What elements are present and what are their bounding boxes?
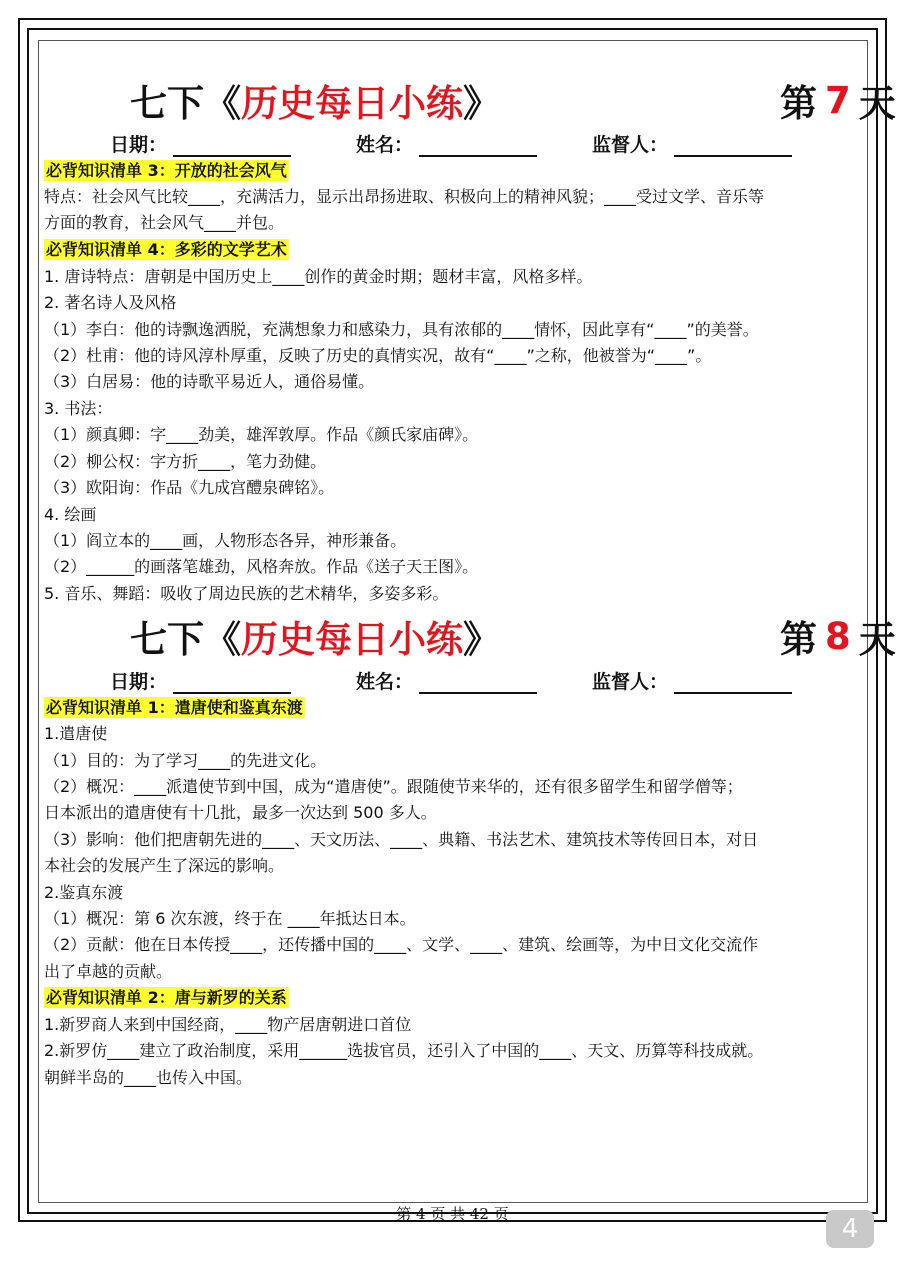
- title-prefix: 七下《: [130, 82, 241, 125]
- text-line: 1.遣唐使: [44, 724, 108, 743]
- text-line: （2）概况：____派遣使节到中国，成为“遣唐使”。跟随使节来华的，还有很多留学生和留学僧等；: [44, 777, 743, 796]
- heading-text: 必背知识清单 4：多彩的文学艺术: [46, 240, 287, 259]
- text-line: 2.鉴真东渡: [44, 883, 124, 902]
- heading-text: 必背知识清单 3：开放的社会风气: [46, 161, 287, 180]
- knowledge-heading: [44, 987, 289, 1009]
- date-field: [110, 130, 291, 157]
- text-line: （3）欧阳询：作品《九成宫醴泉碑铭》。: [44, 478, 335, 497]
- title-name: 历史每日小练: [241, 82, 463, 125]
- text-line: 出了卓越的贡献。: [44, 962, 173, 981]
- date-field: [110, 667, 291, 694]
- date-blank[interactable]: [173, 135, 291, 157]
- text-line: 本社会的发展产生了深远的影响。: [44, 856, 285, 875]
- text-line: 5. 音乐、舞蹈：吸收了周边民族的艺术精华，多姿多彩。: [44, 584, 449, 603]
- text-line: （1）目的：为了学习____的先进文化。: [44, 751, 327, 770]
- text-line: （2）杜甫：他的诗风淳朴厚重，反映了历史的真情实况，故有“____”之称，他被誉为“____”。: [44, 346, 712, 365]
- knowledge-heading: [44, 697, 305, 719]
- supervisor-blank[interactable]: [674, 672, 792, 694]
- name-field: [356, 667, 537, 694]
- name-field: [356, 130, 537, 157]
- heading-text: 必背知识清单 1：遣唐使和鉴真东渡: [46, 698, 303, 717]
- name-label: 姓名：: [356, 134, 414, 156]
- knowledge-heading: [44, 239, 289, 261]
- text-line: （3）白居易：他的诗歌平易近人，通俗易懂。: [44, 372, 375, 391]
- name-blank[interactable]: [419, 135, 537, 157]
- day-number: 8: [825, 614, 851, 658]
- page-badge: 4: [826, 1210, 874, 1248]
- day-suffix: 天: [858, 82, 896, 125]
- day-prefix: 第: [780, 618, 817, 661]
- day7-title: [130, 72, 896, 128]
- supervisor-field: [592, 130, 792, 157]
- date-label: 日期：: [110, 671, 168, 693]
- text-line: 4. 绘画: [44, 505, 97, 524]
- day-suffix: 天: [858, 618, 896, 661]
- page-footer: 第 4 页 共 42 页: [396, 1205, 509, 1223]
- day7-fields: [110, 130, 810, 160]
- supervisor-blank[interactable]: [674, 135, 792, 157]
- title-suffix: 》: [463, 618, 500, 661]
- date-label: 日期：: [110, 134, 168, 156]
- supervisor-field: [592, 667, 792, 694]
- day8-title: [130, 608, 896, 664]
- day8-fields: [110, 667, 810, 697]
- day8-label: [780, 609, 896, 663]
- text-line: （2）贡献：他在日本传授____，还传播中国的____、文学、____、建筑、绘画等，为中日文化交流作: [44, 935, 759, 954]
- day-number: 7: [825, 78, 851, 122]
- text-line: 特点：社会风气比较____，充满活力，显示出昂扬进取、积极向上的精神风貌；____受过文学、音乐等: [44, 187, 765, 206]
- text-line: 1. 唐诗特点：唐朝是中国历史上____创作的黄金时期；题材丰富，风格多样。: [44, 267, 593, 286]
- text-line: （1）概况：第 6 次东渡，终于在 ____年抵达日本。: [44, 909, 416, 928]
- text-line: 2.新罗仿____建立了政治制度，采用______选拔官员，还引入了中国的____、天文、历算等科技成就。: [44, 1041, 764, 1060]
- date-blank[interactable]: [173, 672, 291, 694]
- supervisor-label: 监督人：: [592, 671, 669, 693]
- title-name: 历史每日小练: [241, 618, 463, 661]
- text-line: （1）李白：他的诗飘逸洒脱，充满想象力和感染力，具有浓郁的____情怀，因此享有“____”的美誉。: [44, 320, 759, 339]
- text-line: （2）柳公权：字方折____，笔力劲健。: [44, 452, 327, 471]
- title-prefix: 七下《: [130, 618, 241, 661]
- day7-label: [780, 73, 896, 127]
- text-line: 朝鲜半岛的____也传入中国。: [44, 1068, 253, 1087]
- text-line: （1）颜真卿：字____劲美，雄浑敦厚。作品《颜氏家庙碑》。: [44, 425, 479, 444]
- text-line: 日本派出的遣唐使有十几批，最多一次达到 500 多人。: [44, 803, 437, 822]
- heading-text: 必背知识清单 2：唐与新罗的关系: [46, 988, 287, 1007]
- text-line: （1）阎立本的____画，人物形态各异，神形兼备。: [44, 531, 407, 550]
- day-prefix: 第: [780, 82, 817, 125]
- text-line: 方面的教育，社会风气____并包。: [44, 213, 285, 232]
- text-line: （3）影响：他们把唐朝先进的____、天文历法、____、典籍、书法艺术、建筑技术等传回日本，对日: [44, 830, 759, 849]
- title-suffix: 》: [463, 82, 500, 125]
- supervisor-label: 监督人：: [592, 134, 669, 156]
- text-line: 2. 著名诗人及风格: [44, 293, 177, 312]
- text-line: 1.新罗商人来到中国经商，____物产居唐朝进口首位: [44, 1015, 412, 1034]
- knowledge-heading: [44, 160, 289, 182]
- name-blank[interactable]: [419, 672, 537, 694]
- text-line: （2）______的画落笔雄劲，风格奔放。作品《送子天王图》。: [44, 557, 479, 576]
- text-line: 3. 书法：: [44, 399, 113, 418]
- name-label: 姓名：: [356, 671, 414, 693]
